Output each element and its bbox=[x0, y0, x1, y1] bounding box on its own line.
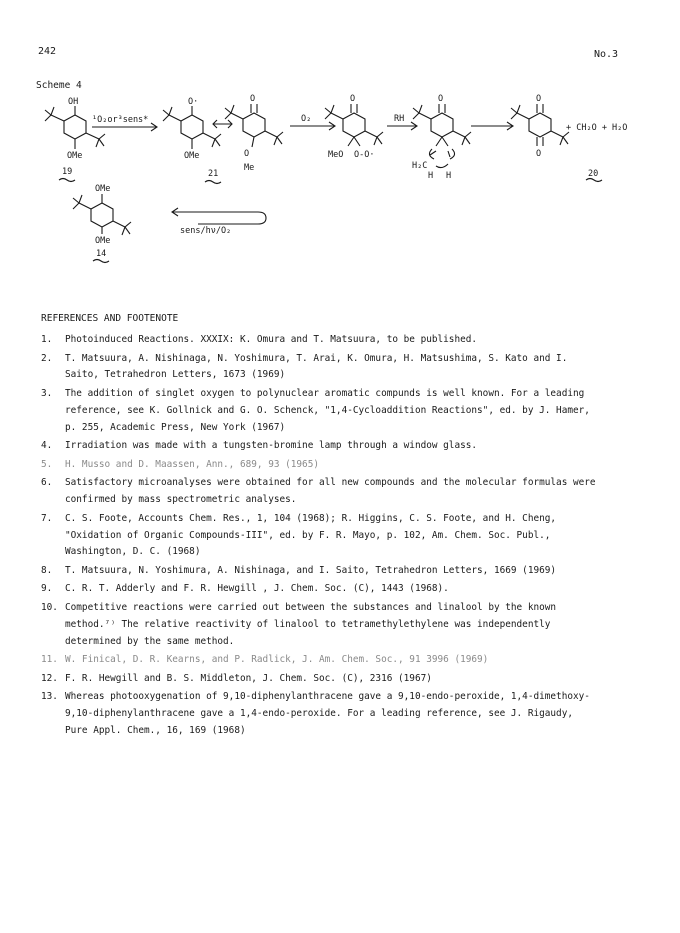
reference-text: Photoinduced Reactions. XXXIX: K. Omura and T. Matsuura, to be published. bbox=[65, 334, 478, 345]
group-o-radical: O· bbox=[188, 97, 199, 107]
reference-number: 5. bbox=[41, 458, 53, 470]
reference-item bbox=[41, 457, 601, 474]
reference-item bbox=[41, 600, 601, 651]
reference-text: T. Matsuura, N. Yoshimura, A. Nishinaga, and I. Saito, Tetrahedron Letters, 1669 (1969) bbox=[65, 564, 557, 576]
reference-text: Satisfactory microanalyses were obtained for all new compounds and the molecular formulas were confirmed by mass spectrometric analyses. bbox=[65, 477, 596, 506]
reference-item bbox=[41, 652, 601, 669]
reference-text: H. Musso and D. Maassen, Ann., 689, 93 (1965) bbox=[65, 458, 319, 470]
reference-item bbox=[41, 671, 601, 688]
ring-21-dienone bbox=[243, 113, 265, 137]
reference-number: 7. bbox=[41, 512, 53, 524]
reference-item bbox=[41, 332, 601, 349]
group-o-peroxy: O bbox=[350, 94, 356, 104]
group-h2c: H₂C bbox=[412, 161, 428, 171]
reference-text: F. R. Hewgill and B. S. Middleton, J. Chem. Soc. (C), 2316 (1967) bbox=[65, 672, 432, 684]
page-number: 242 bbox=[38, 46, 57, 57]
group-o-intermediate: O bbox=[438, 94, 444, 104]
reagent-rh: RH bbox=[394, 114, 405, 124]
reference-text: T. Matsuura, A. Nishinaga, N. Yoshimura, T. Arai, K. Omura, H. Matsushima, S. Kato and I. Saito, Tetrahedron Letters, 1673 (1969) bbox=[65, 352, 568, 381]
reference-item bbox=[41, 563, 601, 580]
reference-item bbox=[41, 581, 601, 598]
reference-number: 10. bbox=[41, 601, 58, 613]
references-heading: REFERENCES AND FOOTENOTE bbox=[41, 313, 179, 324]
group-h-right: H bbox=[446, 171, 452, 181]
issue-number: No.3 bbox=[594, 49, 619, 60]
reference-text: Irradiation was made with a tungsten-bromine lamp through a window glass. bbox=[65, 440, 478, 452]
ring-intermediate bbox=[431, 113, 453, 137]
group-o-21: O bbox=[250, 94, 256, 104]
benzene-ring-19 bbox=[64, 115, 86, 139]
reference-text: Competitive reactions were carried out between the substances and linalool by the known method.⁷⁾ The relative reactivity of linalool to tetramethylethylene was independently determined by the same method. bbox=[65, 601, 557, 647]
reference-text: W. Finical, D. R. Kearns, and P. Radlick, J. Am. Chem. Soc., 91 3996 (1969) bbox=[65, 654, 489, 666]
reference-text: C. R. T. Adderly and F. R. Hewgill , J. Chem. Soc. (C), 1443 (1968). bbox=[65, 583, 449, 595]
reference-number: 8. bbox=[41, 564, 53, 576]
reference-number: 4. bbox=[41, 440, 53, 452]
reference-number: 9. bbox=[41, 583, 53, 595]
reference-number: 1. bbox=[41, 334, 53, 345]
reference-item bbox=[41, 351, 601, 385]
reference-number: 12. bbox=[41, 672, 58, 684]
reference-text: The addition of singlet oxygen to polynuclear aromatic compunds is well known. For a leading reference, see K. Gollnick and G. O. Schenck, "1,4-Cycloaddition Reactions", ed. by J. Hamer, p. 255, Academic Press, New York (1967) bbox=[65, 387, 590, 433]
compound-label-19: 19 bbox=[62, 167, 73, 177]
ring-20-quinone bbox=[529, 113, 551, 137]
group-h-left: H bbox=[428, 171, 434, 181]
reference-item bbox=[41, 386, 601, 437]
compound-label-21: 21 bbox=[208, 169, 219, 179]
group-oh: OH bbox=[68, 97, 79, 107]
group-peroxy-radical: O-O· bbox=[354, 150, 375, 160]
group-ome-14-top: OMe bbox=[95, 184, 111, 194]
reagent-oxygen: O₂ bbox=[301, 114, 312, 124]
group-ome-19: OMe bbox=[67, 151, 83, 161]
byproducts: + CH₂O + H₂O bbox=[566, 123, 628, 133]
ring-21-phenoxy bbox=[181, 115, 203, 139]
reference-number: 13. bbox=[41, 691, 58, 703]
ring-peroxy-radical bbox=[343, 113, 365, 137]
reference-number: 3. bbox=[41, 387, 53, 399]
group-o-20-top: O bbox=[536, 94, 542, 104]
reference-number: 11. bbox=[41, 654, 58, 666]
group-me-21: Me bbox=[244, 163, 255, 173]
reference-number: 2. bbox=[41, 352, 53, 364]
reference-item bbox=[41, 475, 601, 509]
compound-label-20: 20 bbox=[588, 169, 599, 179]
reference-item bbox=[41, 689, 601, 740]
scheme-title: Scheme 4 bbox=[36, 80, 82, 91]
group-o-20-bottom: O bbox=[536, 149, 542, 159]
group-ome-14-bottom: OMe bbox=[95, 236, 111, 246]
group-ome-21: OMe bbox=[184, 151, 200, 161]
reagent-sens-hv: sens/hν/O₂ bbox=[180, 226, 232, 236]
reference-number: 6. bbox=[41, 477, 53, 489]
reaction-scheme bbox=[0, 90, 680, 270]
reference-item bbox=[41, 438, 601, 455]
reagent-singlet-oxygen: ¹O₂or³sens* bbox=[92, 115, 149, 125]
reference-item bbox=[41, 511, 601, 562]
group-o-21-radical: O bbox=[244, 149, 250, 159]
reference-text: C. S. Foote, Accounts Chem. Res., 1, 104 (1968); R. Higgins, C. S. Foote, and H. Cheng, "Oxidation of Organic Compounds-III", ed. by F. R. Mayo, p. 102, Am. Chem. Soc. Publ., Washington, D. C. (1968) bbox=[65, 512, 557, 558]
compound-label-14: 14 bbox=[96, 249, 107, 259]
group-meo: MeO bbox=[328, 150, 344, 160]
reference-text: Whereas photooxygenation of 9,10-diphenylanthracene gave a 9,10-endo-peroxide, 1,4-dimethoxy-9,10-diphenylanthracene gave a 1,4-endo-peroxide. For a leading reference, see J. Rigaudy, Pure Appl. Chem., 16, 169 (1968) bbox=[65, 691, 590, 737]
ring-14 bbox=[91, 203, 113, 227]
reference-list bbox=[41, 332, 601, 742]
